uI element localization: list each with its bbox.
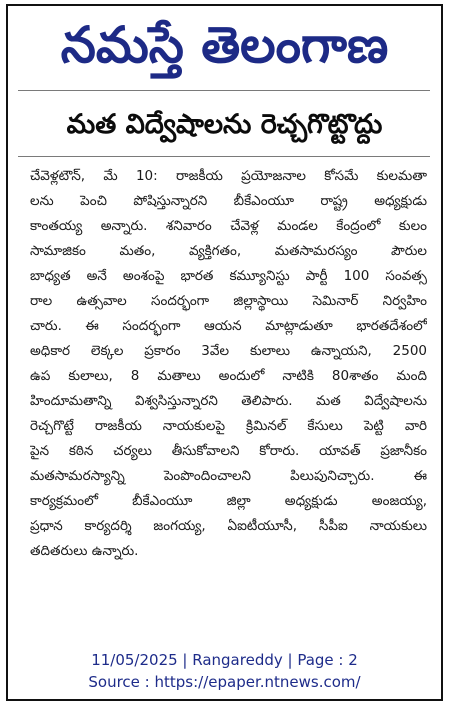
article-line: బాధ్యత అనే అంశంపై భారత కమ్యూనిస్టు పార్టీ 100 సంవత్స [30,268,427,284]
newspaper-clipping [6,4,443,701]
footer-source-link[interactable]: Source : https://epaper.ntnews.com/ [88,673,361,691]
newspaper-masthead: నమస్తే తెలంగాణ [60,16,389,74]
article-line: లను పెంచి పోషిస్తున్నారని బీకేఎంయూ రాష్ట్ర అధ్యక్షుడు [30,193,427,209]
article-line: అధికార లెక్కల ప్రకారం 3వేల కులాలు ఉన్నాయని, 2500 [30,343,427,359]
article-line: హిందూమతాన్ని విశ్వసిస్తున్నారని తెలిపారు. మత విద్వేషాలను [30,393,427,409]
article-line: రెచ్చగొట్టే రాజకీయ నాయకులపై క్రిమినల్ కేసులు పెట్టి వారి [30,418,427,434]
article-line: సామాజికం మతం, వ్యక్తిగతం, మతసామరస్యం పౌరుల [30,243,427,259]
article-line: మతసామరస్యాన్ని పెంపొందించాలని పిలుపునిచ్చారు. ఈ [30,468,427,484]
article-line: రాల ఉత్సవాల సందర్భంగా జిల్లాస్థాయి సెమినార్ నిర్వహిం [30,293,427,309]
article-line: కాంతయ్య అన్నారు. శనివారం చేవెళ్ల మండల కేంద్రంలో కులం [30,218,427,234]
article-line: చేవెళ్లటౌన్, మే 10: రాజకీయ ప్రయోజనాల కోసమే కులమతా [30,168,427,184]
article-line: తదితరులు ఉన్నారు. [30,543,139,559]
article-headline: మత విద్వేషాలను రెచ్చగొట్టొద్దు [66,109,383,140]
article-body [30,164,427,564]
article-line: పైన కఠిన చర్యలు తీసుకోవాలని కోరారు. యావత్ ప్రజానీకం [30,443,427,459]
footer-date-edition-page: 11/05/2025 | Rangareddy | Page : 2 [91,651,358,669]
masthead-divider [18,90,430,91]
article-line: చారు. ఈ సందర్భంగా ఆయన మాట్లాడుతూ భారతదేశంలో [30,318,427,334]
article-line: ఉప కులాలు, 8 మతాలు అందులో నాటికి 80శాతం మంది [30,368,427,384]
article-line: ప్రధాన కార్యదర్శి జంగయ్య, ఏఐటీయూసీ, సీపీఐ నాయకులు [30,518,427,534]
headline-divider [18,156,430,157]
article-line: కార్యక్రమంలో బీకేఎంయూ జిల్లా అధ్యక్షుడు అంజయ్య, [30,493,427,509]
